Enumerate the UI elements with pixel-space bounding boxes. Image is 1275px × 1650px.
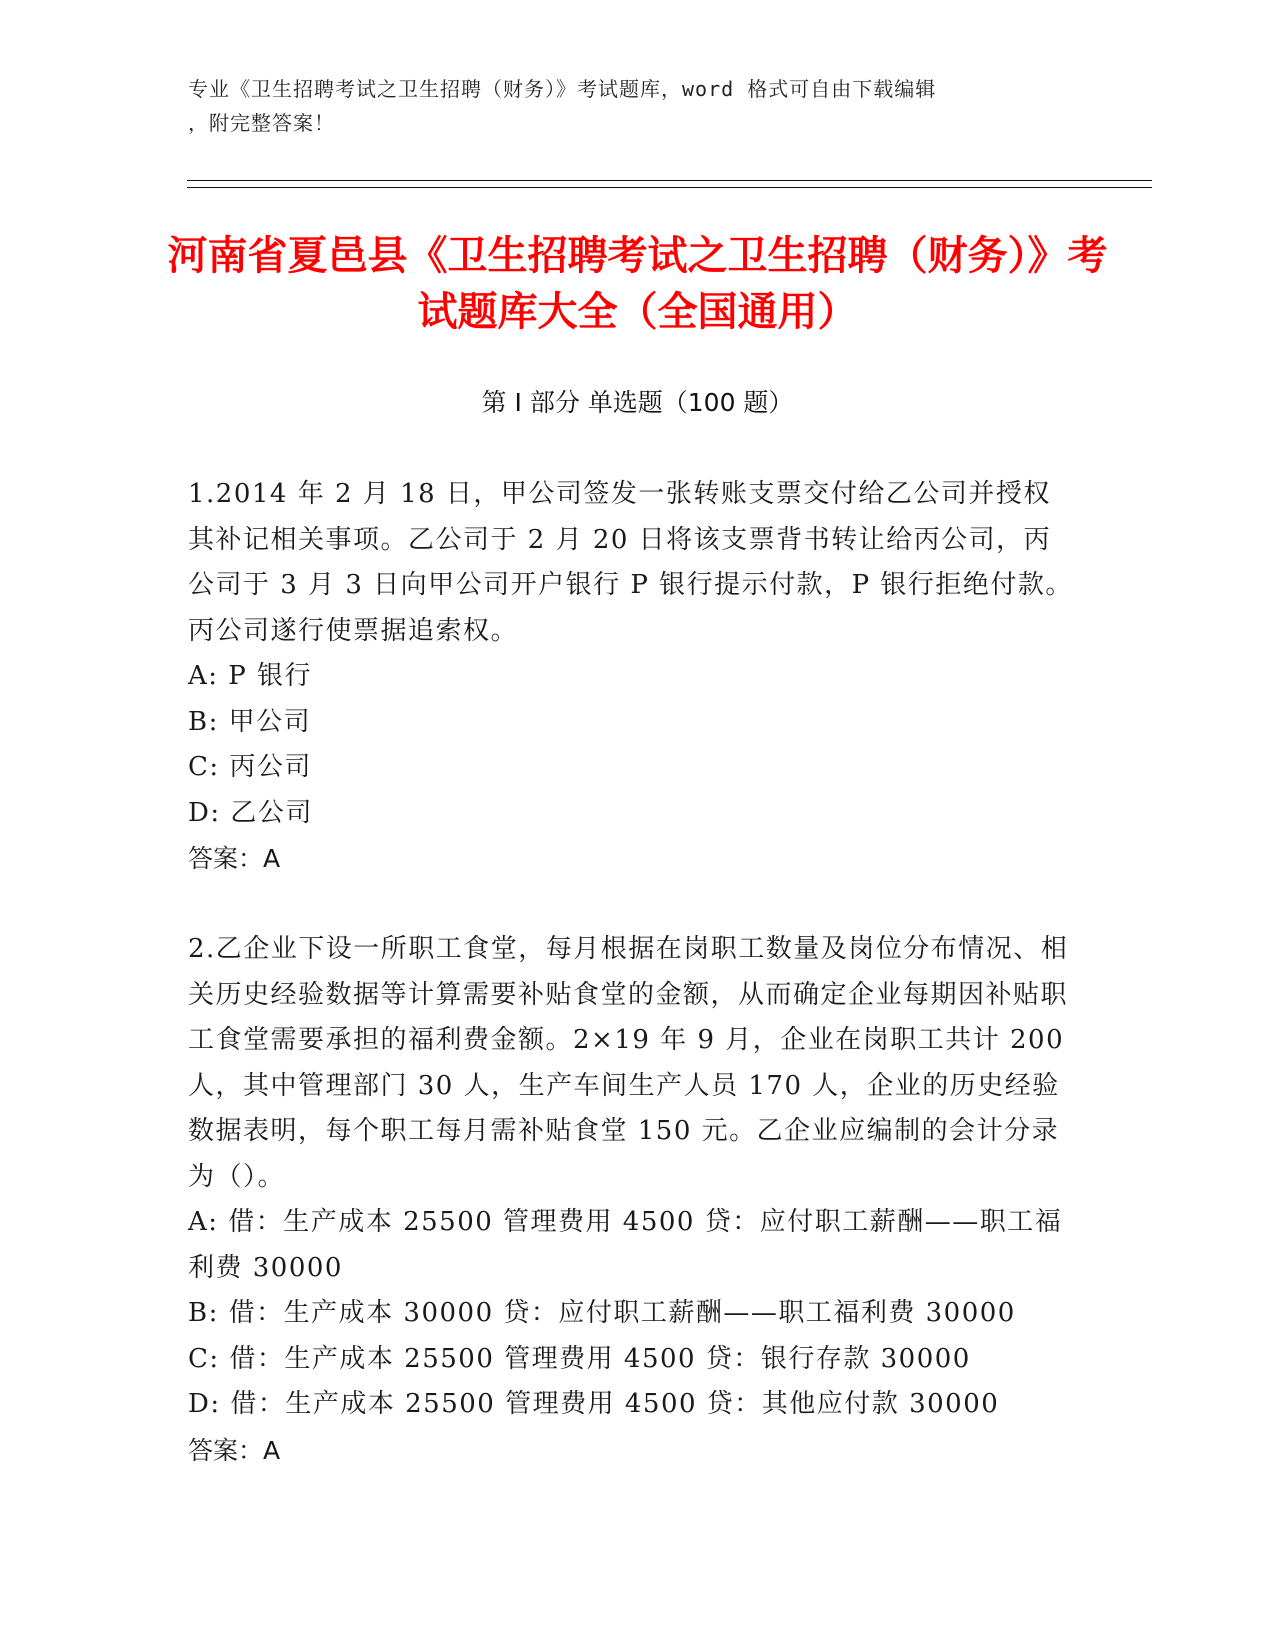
document-title: 河南省夏邑县《卫生招聘考试之卫生招聘（财务）》考试题库大全（全国通用） bbox=[167, 233, 1108, 335]
header-rule-top bbox=[187, 180, 1152, 181]
header-rule-bottom bbox=[187, 187, 1152, 188]
header-note-line-1: 专业《卫生招聘考试之卫生招聘（财务）》考试题库，word 格式可自由下载编辑 bbox=[188, 77, 937, 101]
option-c: C: 丙公司 bbox=[188, 752, 312, 782]
header-note bbox=[188, 72, 1068, 140]
question-stem: 2.乙企业下设一所职工食堂，每月根据在岗职工数量及岗位分布情况、相关历史经验数据等计算需要补贴食堂的金额，从而确定企业每期因补贴职工食堂需要承担的福利费金额。2×19 年 9 月，企业在岗职工共计 200 人，其中管理部门 30 人，生产车间生产人员 170 人，企业的历史经验数据表明，每个职工每月需补贴食堂 150 元。乙企业应编制的会计分录为（）。 bbox=[188, 934, 1069, 1192]
header-note-line-2: ，附完整答案！ bbox=[188, 111, 335, 135]
option-a: A: P 银行 bbox=[188, 661, 313, 691]
option-a: A: 借：生产成本 25500 管理费用 4500 贷：应付职工薪酬——职工福利费 30000 bbox=[188, 1207, 1063, 1283]
question-2 bbox=[188, 927, 1078, 1473]
question-stem: 1.2014 年 2 月 18 日，甲公司签发一张转账支票交付给乙公司并授权其补记相关事项。乙公司于 2 月 20 日将该支票背书转让给丙公司，丙公司于 3 月 3 日向甲公司开户银行 P 银行提示付款，P 银行拒绝付款。丙公司遂行使票据追索权。 bbox=[188, 479, 1073, 646]
option-d: D: 借：生产成本 25500 管理费用 4500 贷：其他应付款 30000 bbox=[188, 1389, 1000, 1419]
section-title: 第 I 部分 单选题（100 题） bbox=[481, 388, 794, 417]
option-b: B: 借：生产成本 30000 贷：应付职工薪酬——职工福利费 30000 bbox=[188, 1298, 1016, 1328]
answer-label: 答案：A bbox=[188, 1435, 281, 1465]
option-c: C: 借：生产成本 25500 管理费用 4500 贷：银行存款 30000 bbox=[188, 1343, 971, 1374]
option-d: D: 乙公司 bbox=[188, 797, 313, 828]
question-1 bbox=[188, 472, 1078, 882]
option-b: B: 甲公司 bbox=[188, 706, 312, 737]
answer-label: 答案：A bbox=[188, 844, 281, 873]
